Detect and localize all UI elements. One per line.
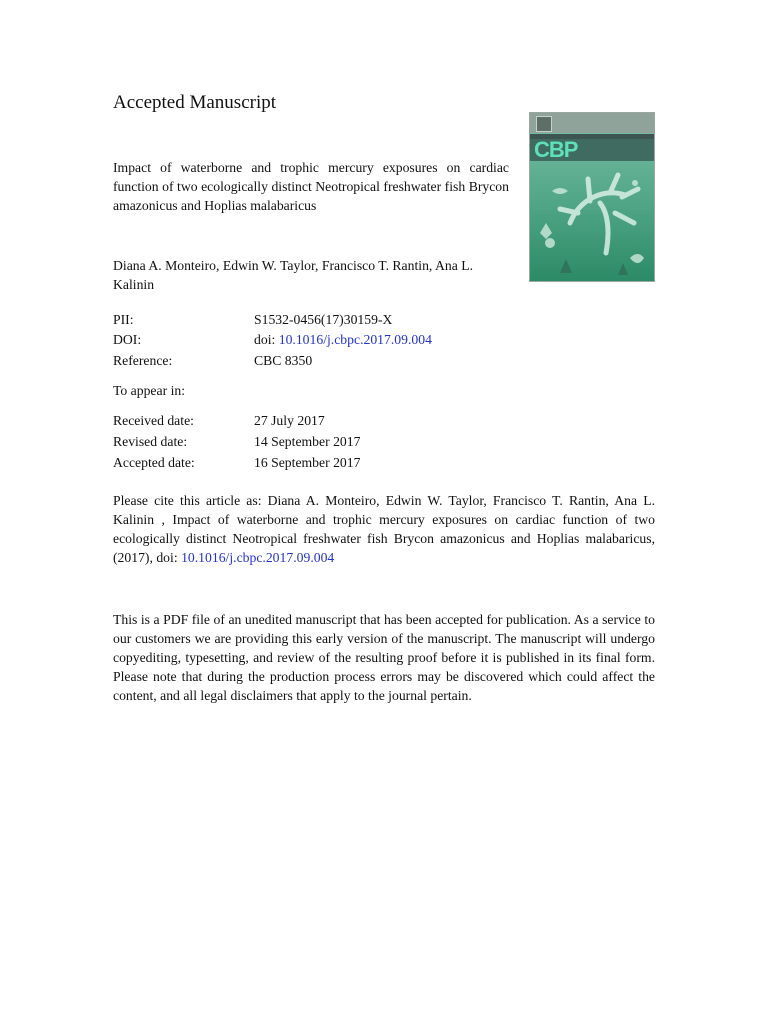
- pii-row: [113, 310, 393, 329]
- author-list: Diana A. Monteiro, Edwin W. Taylor, Francisco T. Rantin, Ana L. Kalinin: [113, 258, 474, 292]
- citation-doi-link[interactable]: 10.1016/j.cbpc.2017.09.004: [181, 550, 335, 565]
- article-title: Impact of waterborne and trophic mercury exposures on cardiac function of two ecologically distinct Neotropical freshwater fish Brycon amazonicus and Hoplias malabaricus: [113, 160, 509, 213]
- pii-value: S1532-0456(17)30159-X: [254, 312, 393, 327]
- disclaimer-paragraph: This is a PDF file of an unedited manuscript that has been accepted for publication. As a service to our customers we are providing this early version of the manuscript. The manuscript will undergo copyediting, typesetting, and review of the resulting proof before it is published in its final form. Please note that during the production process errors may be discovered which could affect the content, and all legal disclaimers that apply to the journal pertain.: [113, 612, 655, 703]
- citation-text: Please cite this article as: Diana A. Monteiro, Edwin W. Taylor, Francisco T. Rantin, Ana L. Kalinin , Impact of waterborne and trophic mercury exposures on cardiac function of two ecologically distinct Neotropical freshwater fish Brycon amazonicus and Hoplias malabaricus, (2017), doi:: [113, 493, 655, 565]
- journal-cover-image: [529, 112, 655, 282]
- reference-row: [113, 351, 313, 370]
- revised-value: 14 September 2017: [254, 434, 361, 449]
- revised-row: [113, 432, 361, 451]
- doi-value: [254, 330, 432, 349]
- reference-value: CBC 8350: [254, 353, 313, 368]
- accepted-row: [113, 453, 361, 472]
- pii-label: PII:: [113, 312, 134, 327]
- to-appear-in: To appear in:: [113, 383, 186, 398]
- doi-row: [113, 330, 432, 349]
- revised-label: Revised date:: [113, 434, 188, 449]
- cover-phylogeny-icon: [530, 113, 655, 282]
- doi-link[interactable]: 10.1016/j.cbpc.2017.09.004: [278, 332, 432, 347]
- page-heading: Accepted Manuscript: [113, 92, 277, 113]
- citation-paragraph: [113, 491, 655, 567]
- received-row: [113, 411, 325, 430]
- doi-prefix: doi:: [254, 332, 279, 347]
- accepted-label: Accepted date:: [113, 455, 195, 470]
- received-value: 27 July 2017: [254, 413, 325, 428]
- doi-label: DOI:: [113, 332, 142, 347]
- reference-label: Reference:: [113, 353, 173, 368]
- received-label: Received date:: [113, 413, 194, 428]
- accepted-value: 16 September 2017: [254, 455, 361, 470]
- cover-journal-logo: CBP: [534, 137, 578, 162]
